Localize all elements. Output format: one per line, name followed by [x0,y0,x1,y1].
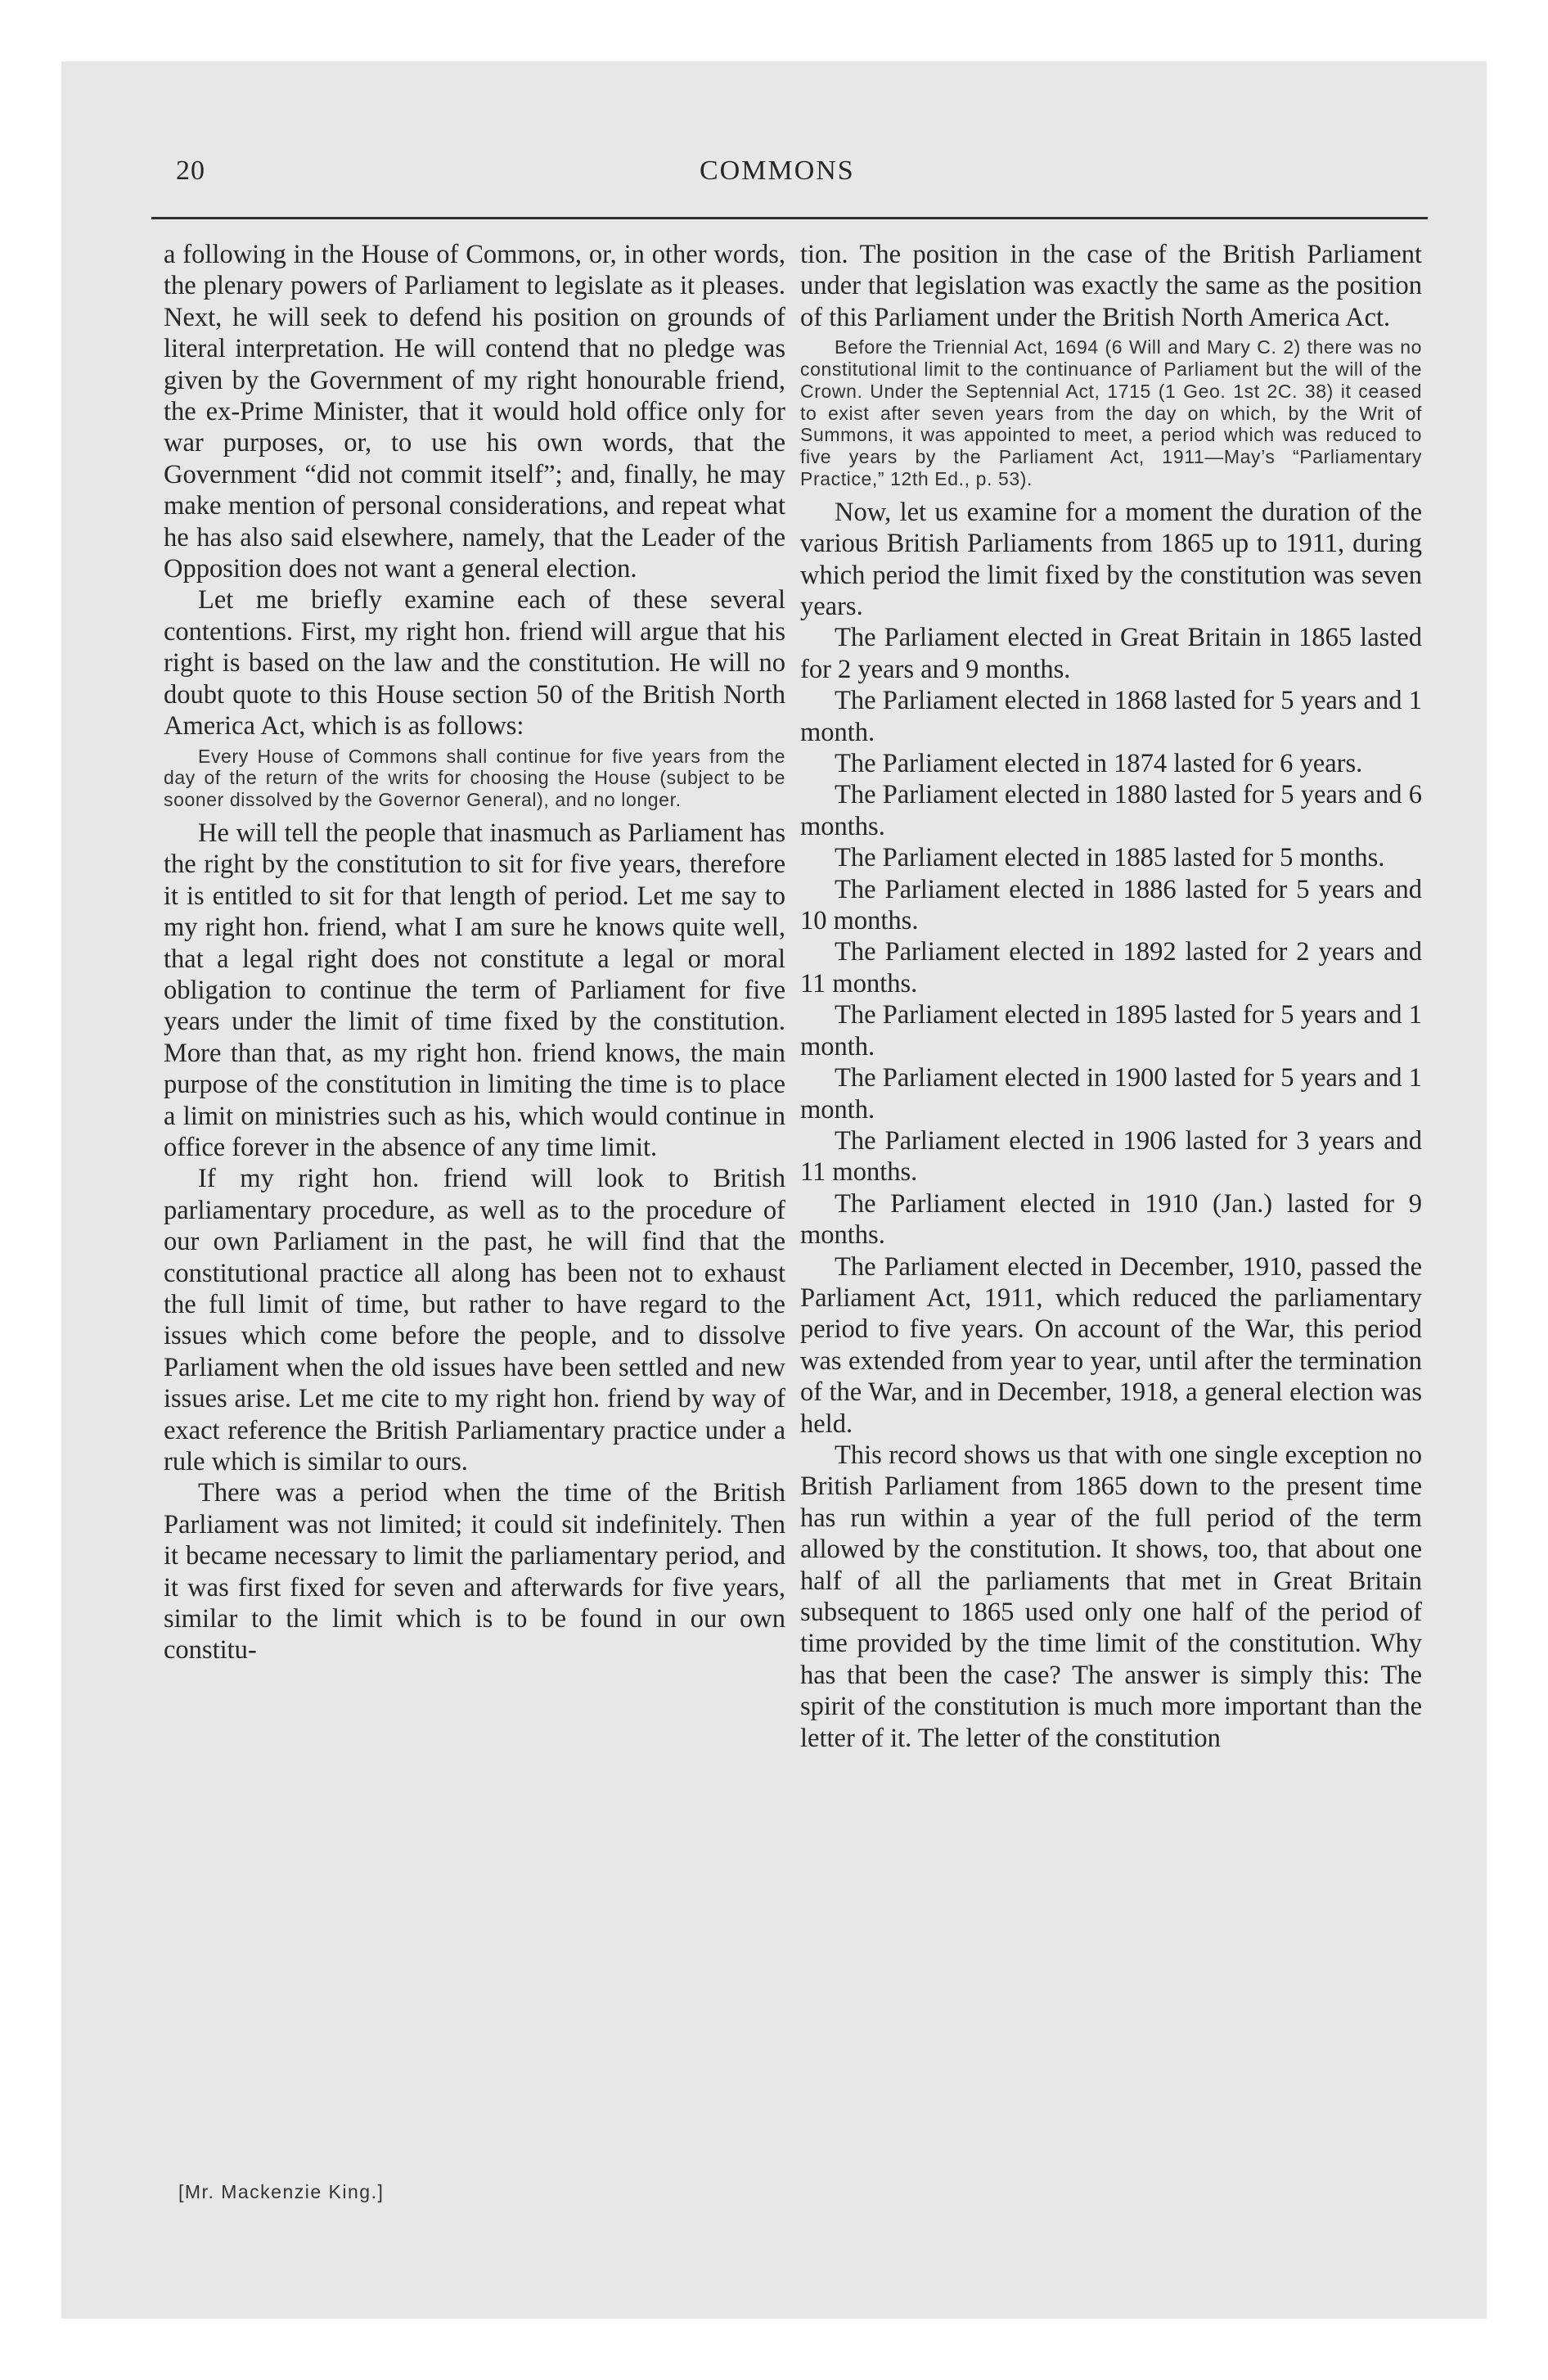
page-number: 20 [176,156,205,186]
right-column [800,239,1422,1754]
parliament-entry: The Parliament elected in 1910 (Jan.) lasted for 9 months. [800,1188,1422,1251]
running-head: COMMONS [700,156,855,186]
paragraph: This record shows us that with one single exception no British Parliament from 1865 down to the present time has run within a year of the full period of the term allowed by the constitution. It shows, too, that about one half of all the parliaments that met in Great Britain subsequent to 1865 used only one half of the period of time provided by the time limit of the constitution. Why has that been the case? The answer is simply this: The spirit of the constitution is much more important than the letter of it. The letter of the constitution [800,1440,1422,1753]
speaker-footer: [Mr. Mackenzie King.] [178,2181,385,2202]
paragraph: If my right hon. friend will look to British parliamentary procedure, as well as to the procedure of our own Parliament in the past, he will find that the constitutional practice all along has been not to exhaust the full limit of time, but rather to have regard to the issues which come before the people, and to dissolve Parliament when the old issues have been settled and new issues arise. Let me cite to my right hon. friend by way of exact reference the British Parliamentary practice under a rule which is similar to ours. [164,1164,785,1477]
parliament-entry: The Parliament elected in Great Britain in 1865 lasted for 2 years and 9 months. [800,623,1422,684]
page-header [176,156,1420,196]
paragraph: Let me briefly examine each of these several contentions. First, my right hon. friend will argue that his right is based on the law and the constitution. He will no doubt quote to this House section 50 of the British North America Act, which is as follows: [164,585,785,741]
parliament-entry: The Parliament elected in 1885 lasted for 5 months. [835,843,1385,873]
parliament-entry: The Parliament elected in 1868 lasted for 5 years and 1 month. [800,686,1422,747]
paragraph: There was a period when the time of the British Parliament was not limited; it could sit indefinitely. Then it became necessary to limit the parliamentary period, and it was first fixed for seven and afterwards for five years, similar to the limit which is to be found in our own constitu- [164,1478,785,1666]
paragraph: The Parliament elected in December, 1910, passed the Parliament Act, 1911, which reduced the parliamentary period to five years. On account of the War, this period was extended from year to year, until after the termination of the War, and in December, 1918, a general election was held. [800,1251,1422,1439]
parliament-entry: The Parliament elected in 1892 lasted for 2 years and 11 months. [800,937,1422,998]
parliament-entry: The Parliament elected in 1874 lasted for 6 years. [835,749,1363,779]
paragraph: He will tell the people that inasmuch as Parliament has the right by the constitution to sit for five years, therefore it is entitled to sit for that length of period. Let me say to my right hon. friend, what I am sure he knows quite well, that a legal right does not constitute a legal or moral obligation to continue the term of Parliament for five years under the limit of time fixed by the constitution. More than that, as my right hon. friend knows, the main purpose of the constitution in limiting the time is to place a limit on ministries such as his, which would continue in office forever in the absence of any time limit. [164,818,785,1162]
parliament-entry: The Parliament elected in 1880 lasted for 5 years and 6 months. [800,780,1422,841]
parliament-entry: The Parliament elected in 1895 lasted for 5 years and 1 month. [800,1000,1422,1062]
block-quote: Every House of Commons shall continue for five years from the day of the return of the writs for choosing the House (subject to be sooner dissolved by the Governor General), and no longer. [164,745,785,811]
header-rule [151,217,1428,219]
parliament-entry: The Parliament elected in 1906 lasted for 3 years and 11 months. [800,1125,1422,1188]
paragraph: a following in the House of Commons, or, in other words, the plenary powers of Parliament to legislate as it pleases. Next, he will seek to defend his position on grounds of literal interpretation. He will contend that no pledge was given by the Government of my right honourable friend, the ex-Prime Minister, that it would hold office only for war purposes, or, to use his own words, that the Government “did not commit itself”; and, finally, he may make mention of personal considerations, and repeat what he has also said elsewhere, namely, that the Leader of the Opposition does not want a general election. [164,240,785,584]
paragraph: tion. The position in the case of the British Parliament under that legislation was exactly the same as the position of this Parliament under the British North America Act. [800,240,1422,332]
parliament-entry: The Parliament elected in 1900 lasted for 5 years and 1 month. [800,1063,1422,1125]
paragraph: Now, let us examine for a moment the duration of the various British Parliaments from 1865 up to 1911, during which period the limit fixed by the constitution was seven years. [800,497,1422,622]
left-column [164,239,785,1666]
parliament-entry: The Parliament elected in 1886 lasted for 5 years and 10 months. [800,874,1422,936]
block-quote: Before the Triennial Act, 1694 (6 Will and Mary C. 2) there was no constitutional limit to the continuance of Parliament but the will of the Crown. Under the Septennial Act, 1715 (1 Geo. 1st 2C. 38) it ceased to exist after seven years from the day on which, by the Writ of Summons, it was appointed to meet, a period which was reduced to five years by the Parliament Act, 1911—May’s “Parliamentary Practice,” 12th Ed., p. 53). [800,336,1422,489]
